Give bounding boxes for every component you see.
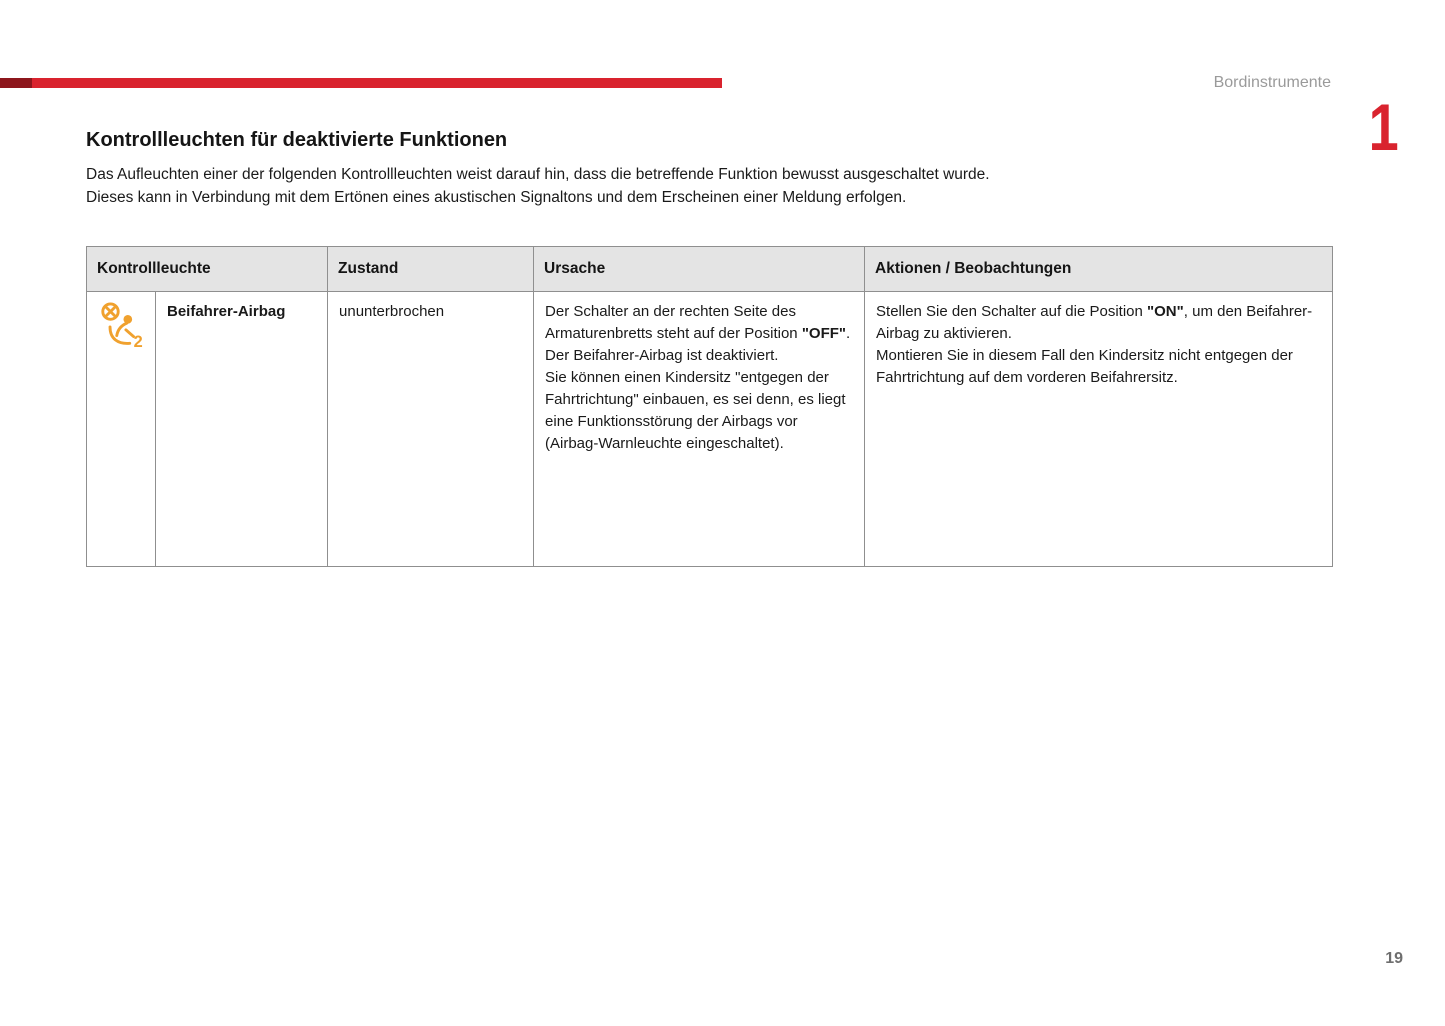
ursache-cell: Der Schalter an der rechten Seite des Armaturenbretts steht auf der Position "OFF". Der Beifahrer-Airbag ist deaktiviert. Sie können einen Kindersitz "entgegen der Fahrtrichtung" einbauen, es sei denn, es liegt eine Funktionsstörung der Airbags vor (Airbag-Warnleuchte eingeschaltet). [534, 292, 865, 567]
intro-line-1: Das Aufleuchten einer der folgenden Kontrollleuchten weist darauf hin, dass die betreffende Funktion bewusst ausgeschaltet wurde. [86, 166, 990, 183]
red-accent-bar [0, 78, 722, 88]
col-header-aktionen: Aktionen / Beobachtungen [865, 247, 1333, 292]
table-header-row [87, 247, 1333, 292]
chapter-number: 1 [1368, 90, 1399, 164]
page-number: 19 [1385, 950, 1403, 967]
intro-text [86, 163, 1186, 209]
zustand-value: ununterbrochen [339, 303, 445, 320]
red-accent-bar-tip [0, 78, 32, 88]
section-title: Bordinstrumente [1213, 74, 1331, 91]
col-header-kontrollleuchte: Kontrollleuchte [87, 247, 328, 292]
zustand-cell [328, 292, 534, 567]
warning-icon-cell [87, 292, 156, 567]
warning-name: Beifahrer-Airbag [167, 303, 286, 320]
table-row [87, 292, 1333, 567]
col-header-zustand: Zustand [328, 247, 534, 292]
intro-line-2: Dieses kann in Verbindung mit dem Ertönen eines akustischen Signaltons und dem Erscheinen einer Meldung erfolgen. [86, 189, 907, 206]
aktionen-cell: Stellen Sie den Schalter auf die Position "ON", um den Beifahrer-Airbag zu aktivieren. Montieren Sie in diesem Fall den Kindersitz nicht entgegen der Fahrtrichtung auf dem vorderen Beifahrersitz. [865, 292, 1333, 567]
passenger-airbag-deactivated-icon [98, 301, 148, 351]
warning-name-cell [156, 292, 328, 567]
warning-lights-table [86, 246, 1333, 567]
page-heading: Kontrollleuchten für deaktivierte Funktionen [86, 129, 508, 151]
col-header-ursache: Ursache [534, 247, 865, 292]
icon-number-label: 2 [133, 333, 143, 351]
